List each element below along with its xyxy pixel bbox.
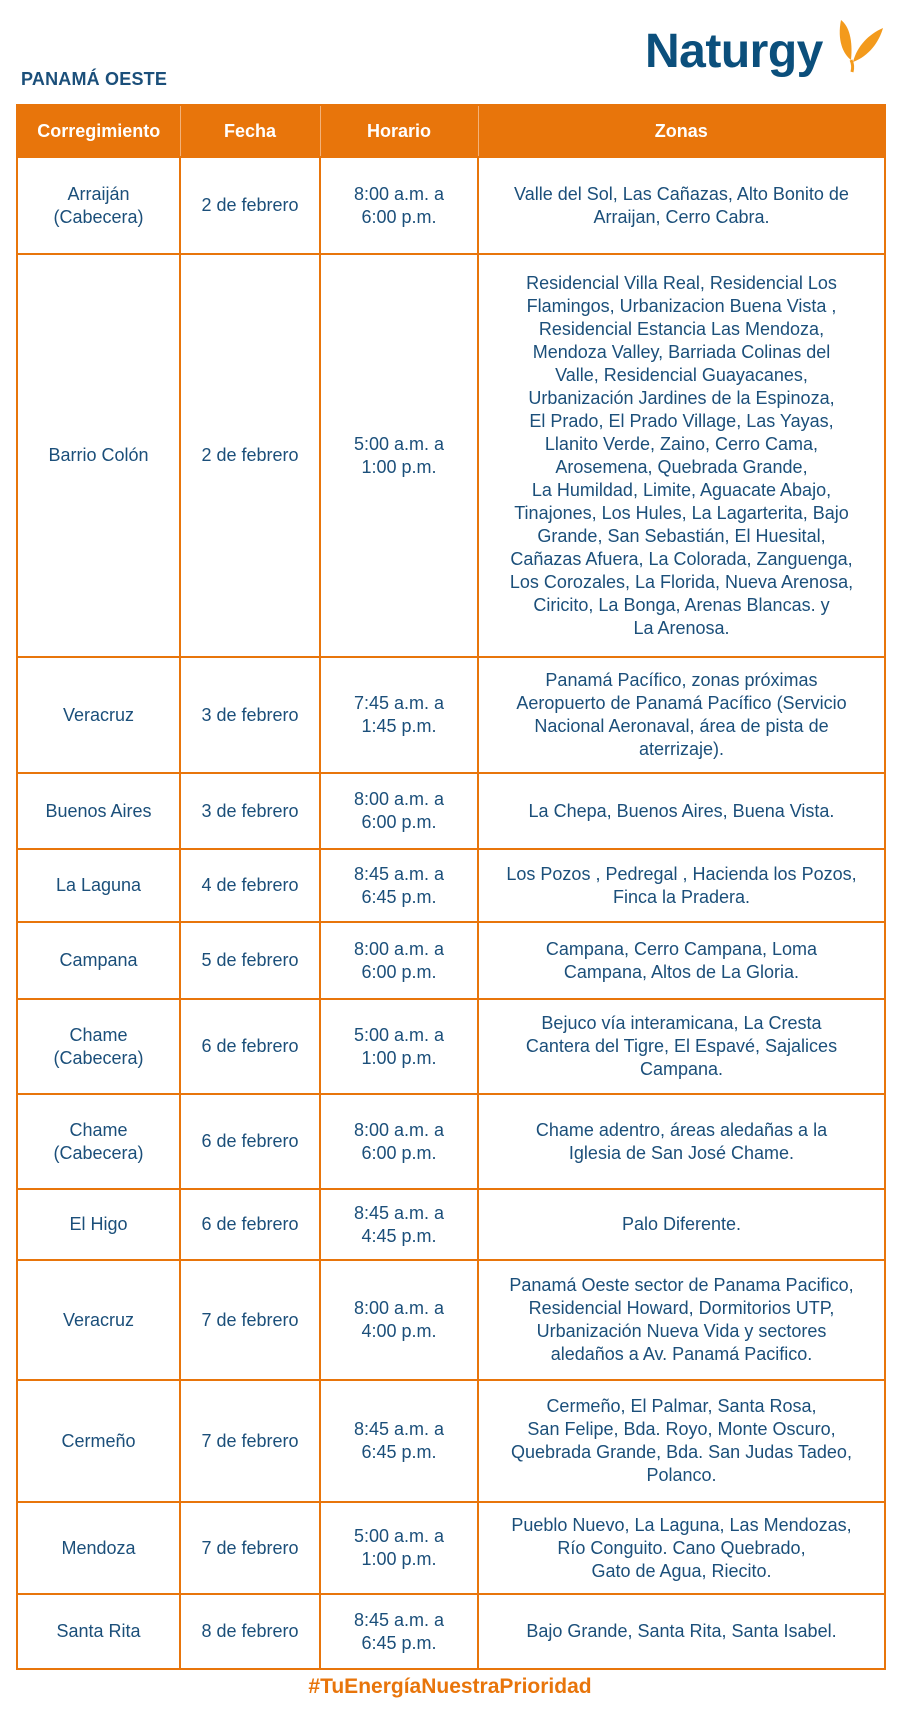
cell-horario: 8:00 a.m. a 6:00 p.m.	[320, 157, 478, 254]
cell-corregimiento: Veracruz	[17, 1260, 180, 1380]
cell-horario: 8:45 a.m. a 4:45 p.m.	[320, 1189, 478, 1260]
cell-zonas: Valle del Sol, Las Cañazas, Alto Bonito de Arraijan, Cerro Cabra.	[478, 157, 885, 254]
cell-fecha: 3 de febrero	[180, 657, 320, 773]
cell-fecha: 5 de febrero	[180, 922, 320, 999]
cell-fecha: 6 de febrero	[180, 1094, 320, 1189]
table-row	[17, 157, 885, 254]
cell-corregimiento: Cermeño	[17, 1380, 180, 1502]
logo-text: Naturgy	[645, 25, 823, 78]
cell-fecha: 6 de febrero	[180, 999, 320, 1094]
table-row	[17, 922, 885, 999]
cell-corregimiento: Santa Rita	[17, 1594, 180, 1669]
cell-zonas: Bajo Grande, Santa Rita, Santa Isabel.	[478, 1594, 885, 1669]
cell-fecha: 3 de febrero	[180, 773, 320, 849]
table-row	[17, 1594, 885, 1669]
butterfly-logo-icon	[835, 18, 885, 74]
cell-horario: 5:00 a.m. a 1:00 p.m.	[320, 1502, 478, 1594]
footer-hashtag: #TuEnergíaNuestraPrioridad	[308, 1675, 592, 1698]
cell-corregimiento: Campana	[17, 922, 180, 999]
cell-corregimiento: El Higo	[17, 1189, 180, 1260]
cell-horario: 5:00 a.m. a 1:00 p.m.	[320, 254, 478, 657]
cell-zonas: Cermeño, El Palmar, Santa Rosa, San Felipe, Bda. Royo, Monte Oscuro, Quebrada Grande, Bda. San Judas Tadeo, Polanco.	[478, 1380, 885, 1502]
table-row	[17, 1502, 885, 1594]
region-title: PANAMÁ OESTE	[21, 69, 168, 89]
cell-zonas: Los Pozos , Pedregal , Hacienda los Pozos, Finca la Pradera.	[478, 849, 885, 922]
table-row	[17, 999, 885, 1094]
cell-zonas: Campana, Cerro Campana, Loma Campana, Altos de La Gloria.	[478, 922, 885, 999]
cell-corregimiento: Buenos Aires	[17, 773, 180, 849]
cell-horario: 7:45 a.m. a 1:45 p.m.	[320, 657, 478, 773]
cell-fecha: 6 de febrero	[180, 1189, 320, 1260]
cell-horario: 8:00 a.m. a 6:00 p.m.	[320, 922, 478, 999]
cell-corregimiento: La Laguna	[17, 849, 180, 922]
table-row	[17, 1189, 885, 1260]
cell-zonas: Bejuco vía interamicana, La Cresta Cantera del Tigre, El Espavé, Sajalices Campana.	[478, 999, 885, 1094]
table-row	[17, 1260, 885, 1380]
column-header-zonas: Zonas	[478, 105, 885, 157]
cell-fecha: 7 de febrero	[180, 1260, 320, 1380]
cell-zonas: Panamá Pacífico, zonas próximas Aeropuerto de Panamá Pacífico (Servicio Nacional Aeronaval, área de pista de aterrizaje).	[478, 657, 885, 773]
cell-horario: 8:00 a.m. a 6:00 p.m.	[320, 773, 478, 849]
cell-fecha: 7 de febrero	[180, 1380, 320, 1502]
outage-schedule-table	[16, 104, 886, 1670]
cell-horario: 8:00 a.m. a 4:00 p.m.	[320, 1260, 478, 1380]
cell-corregimiento: Chame (Cabecera)	[17, 999, 180, 1094]
cell-horario: 8:45 a.m. a 6:45 p.m.	[320, 1380, 478, 1502]
table-row	[17, 657, 885, 773]
cell-horario: 8:00 a.m. a 6:00 p.m.	[320, 1094, 478, 1189]
cell-zonas: La Chepa, Buenos Aires, Buena Vista.	[478, 773, 885, 849]
column-header-corregimiento: Corregimiento	[17, 105, 180, 157]
cell-horario: 8:45 a.m. a 6:45 p.m.	[320, 849, 478, 922]
cell-fecha: 4 de febrero	[180, 849, 320, 922]
naturgy-logo	[645, 14, 885, 92]
table-row	[17, 773, 885, 849]
table-header-row	[17, 105, 885, 157]
cell-fecha: 2 de febrero	[180, 254, 320, 657]
cell-fecha: 8 de febrero	[180, 1594, 320, 1669]
cell-zonas: Panamá Oeste sector de Panama Pacifico, Residencial Howard, Dormitorios UTP, Urbanización Nueva Vida y sectores aledaños a Av. Panamá Pacifico.	[478, 1260, 885, 1380]
cell-zonas: Pueblo Nuevo, La Laguna, Las Mendozas, Río Conguito. Cano Quebrado, Gato de Agua, Riecito.	[478, 1502, 885, 1594]
table-row	[17, 254, 885, 657]
cell-fecha: 7 de febrero	[180, 1502, 320, 1594]
table-row	[17, 1094, 885, 1189]
cell-fecha: 2 de febrero	[180, 157, 320, 254]
cell-corregimiento: Arraiján (Cabecera)	[17, 157, 180, 254]
table-row	[17, 1380, 885, 1502]
cell-horario: 5:00 a.m. a 1:00 p.m.	[320, 999, 478, 1094]
column-header-horario: Horario	[320, 105, 478, 157]
table-row	[17, 849, 885, 922]
cell-corregimiento: Barrio Colón	[17, 254, 180, 657]
cell-zonas: Residencial Villa Real, Residencial Los Flamingos, Urbanizacion Buena Vista , Residencial Estancia Las Mendoza, Mendoza Valley, Barriada Colinas del Valle, Residencial Guayacanes, Urbanización Jardines de la Espinoza, El Prado, El Prado Village, Las Yayas, Llanito Verde, Zaino, Cerro Cama, Arosemena, Quebrada Grande, La Humildad, Limite, Aguacate Abajo, Tinajones, Los Hules, La Lagarterita, Bajo Grande, San Sebastián, El Huesital, Cañazas Afuera, La Colorada, Zanguenga, Los Corozales, La Florida, Nueva Arenosa, Ciricito, La Bonga, Arenas Blancas. y La Arenosa.	[478, 254, 885, 657]
cell-zonas: Chame adentro, áreas aledañas a la Iglesia de San José Chame.	[478, 1094, 885, 1189]
cell-corregimiento: Chame (Cabecera)	[17, 1094, 180, 1189]
cell-zonas: Palo Diferente.	[478, 1189, 885, 1260]
cell-corregimiento: Veracruz	[17, 657, 180, 773]
column-header-fecha: Fecha	[180, 105, 320, 157]
cell-horario: 8:45 a.m. a 6:45 p.m.	[320, 1594, 478, 1669]
cell-corregimiento: Mendoza	[17, 1502, 180, 1594]
